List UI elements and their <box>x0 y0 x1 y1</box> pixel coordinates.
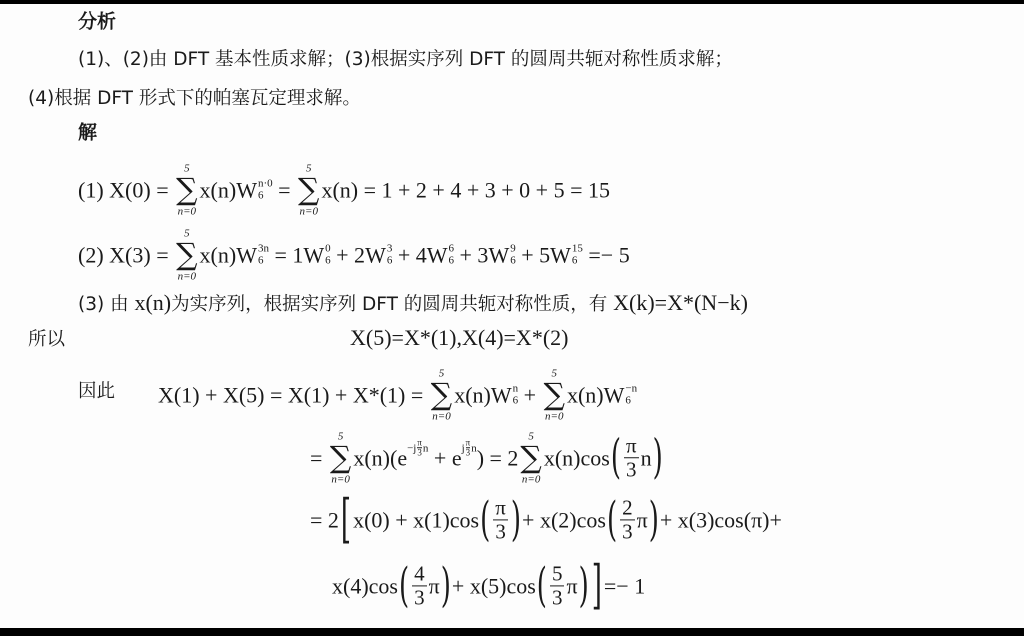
math-text: 5 <box>438 367 445 380</box>
math-text: ) = 2 <box>476 445 519 470</box>
equation-4 <box>158 368 637 422</box>
math-text: 3 <box>626 457 637 482</box>
math-text: x(n)(e <box>353 445 408 470</box>
math-text: 6 <box>448 242 455 255</box>
math-text: 9 <box>510 242 516 255</box>
math-text: x(0) + x(1)cos <box>353 507 480 532</box>
heading-text: 分析 <box>78 10 117 33</box>
math-text: 6 <box>510 254 516 266</box>
exponent <box>462 439 477 458</box>
math-text: n=0 <box>331 472 350 485</box>
equation-5 <box>310 431 664 485</box>
parenthesis <box>441 559 451 613</box>
script <box>258 243 269 266</box>
math-text: ∑ <box>176 172 198 208</box>
math-text: ∑ <box>543 377 565 413</box>
twiddle-factor <box>488 242 515 268</box>
heading-text: 解 <box>78 121 98 144</box>
math-text: 3 <box>622 519 633 544</box>
math-text: n=0 <box>545 409 564 422</box>
math-text: 6 <box>257 189 264 201</box>
math-text: 6 <box>325 254 331 266</box>
math-text: 15 <box>571 242 583 255</box>
equation-label: (1) <box>78 177 110 202</box>
math-text: W <box>550 242 571 267</box>
paragraph-text: 为实序列，根据实序列 DFT 的圆周共轭对称性质，有 <box>171 294 614 315</box>
math-text: = <box>272 177 297 202</box>
math-text: π <box>566 573 578 598</box>
math-text: ∑ <box>520 440 542 476</box>
parenthesis <box>399 559 409 613</box>
parenthesis <box>649 493 659 547</box>
parenthesis <box>607 493 617 547</box>
fraction <box>412 562 427 609</box>
equation-2 <box>78 228 630 282</box>
math-text: 3 <box>551 585 563 610</box>
math-text: X(3) = <box>109 242 175 267</box>
math-text: + x(2)cos <box>522 507 606 532</box>
math-text: X(k)=X*(N−k) <box>613 290 748 315</box>
math-text: n <box>471 442 477 454</box>
conjugate-relation <box>350 325 568 351</box>
therefore-label <box>28 325 65 351</box>
summation <box>176 163 197 217</box>
parenthesis <box>611 431 621 485</box>
parenthesis <box>480 493 490 547</box>
script <box>572 243 583 266</box>
math-text: x(n) <box>566 382 604 407</box>
math-text: x(4)cos <box>332 573 398 598</box>
paragraph-text: (1)、(2)由 DFT 基本性质求解；(3)根据实序列 DFT 的圆周共轭对称性质求解； <box>78 49 733 70</box>
parenthesis <box>653 431 663 485</box>
math-text: 3n <box>257 242 269 255</box>
exponent <box>407 439 428 458</box>
math-text: n <box>640 445 652 470</box>
math-text: 3 <box>386 242 393 255</box>
twiddle-factor <box>550 242 583 268</box>
math-text: ∑ <box>430 377 453 413</box>
math-text: 5 <box>306 162 312 175</box>
summation <box>544 368 565 422</box>
twiddle-factor <box>236 242 269 268</box>
math-text: n <box>512 382 519 395</box>
result-text: =− 1 <box>603 573 646 598</box>
equation-label: (2) <box>78 242 110 267</box>
math-text: 6 <box>448 254 455 266</box>
math-text: W <box>603 382 625 407</box>
twiddle-factor <box>491 382 518 408</box>
math-text: 3 <box>465 447 471 458</box>
bracket <box>341 490 351 550</box>
analysis-line-1 <box>78 45 733 71</box>
math-text: W <box>236 177 257 202</box>
math-text: X(1) + X(5) = X(1) + X*(1) = <box>158 382 429 407</box>
math-text: 6 <box>571 254 578 266</box>
script <box>258 178 273 201</box>
math-text: + x(3)cos(π)+ <box>659 507 782 532</box>
math-text: + 3 <box>454 242 489 267</box>
bracket <box>592 556 602 616</box>
twiddle-factor <box>427 242 454 268</box>
math-text: n=0 <box>521 472 541 485</box>
math-text: X(0) = <box>109 177 175 202</box>
twiddle-factor <box>303 242 330 268</box>
twiddle-factor <box>604 382 637 408</box>
math-text: −j <box>407 442 417 454</box>
math-text: = <box>310 445 328 470</box>
math-text: ∑ <box>298 172 320 208</box>
math-text: W <box>236 242 257 267</box>
equation-1 <box>78 163 610 217</box>
math-text: 5 <box>337 430 344 443</box>
math-text: 3 <box>414 585 425 610</box>
math-text: π <box>465 437 471 448</box>
math-text: x(n) = 1 + 2 + 4 + 3 + 0 + 5 = 15 <box>321 177 610 202</box>
bottom-border <box>0 628 1024 636</box>
math-text: n=0 <box>177 269 197 282</box>
math-text: X(5)=X*(1),X(4)=X*(2) <box>350 325 569 350</box>
summation <box>431 368 452 422</box>
math-text: 6 <box>386 254 393 266</box>
math-text: π <box>428 573 440 598</box>
math-text: n=0 <box>299 204 318 217</box>
math-text: ∑ <box>176 237 198 273</box>
math-text: x(n) <box>199 177 237 202</box>
twiddle-factor <box>236 177 272 203</box>
parenthesis <box>537 559 547 613</box>
label-text: 所以 <box>28 329 66 350</box>
summation <box>176 228 197 282</box>
math-text: π <box>417 437 422 448</box>
math-text: n=0 <box>432 409 451 422</box>
math-text: 5 <box>528 430 534 443</box>
script <box>625 383 637 406</box>
summation <box>330 431 351 485</box>
paragraph-text: (4)根据 DFT 形式下的帕塞瓦定理求解。 <box>28 88 361 109</box>
math-text: = 1 <box>268 242 304 267</box>
parenthesis <box>511 493 521 547</box>
math-text: 5 <box>551 367 558 380</box>
fraction <box>620 496 635 543</box>
math-text: 5 <box>184 227 190 240</box>
math-text: 2 <box>622 495 633 520</box>
math-text: + <box>518 382 542 407</box>
top-border <box>0 0 1024 4</box>
math-text: W <box>426 242 448 267</box>
math-text: 5 <box>551 561 563 586</box>
math-text: + x(5)cos <box>451 573 536 598</box>
equation-7 <box>332 562 645 609</box>
math-text: x(n) <box>134 290 172 315</box>
summation <box>520 431 541 485</box>
math-text: W <box>365 242 386 267</box>
math-text: n·0 <box>257 177 273 190</box>
math-text: 0 <box>325 242 331 255</box>
math-text: 4 <box>414 561 425 586</box>
math-text: + 4 <box>392 242 427 267</box>
math-text: W <box>303 242 325 267</box>
math-text: n <box>422 442 429 454</box>
math-text: 3 <box>495 519 506 544</box>
math-text: 3 <box>417 447 422 458</box>
equation-6 <box>310 496 782 543</box>
solution-heading <box>78 118 97 145</box>
math-text: −n <box>625 382 638 395</box>
analysis-heading <box>78 7 116 34</box>
summation <box>298 163 319 217</box>
math-text: W <box>488 242 510 267</box>
analysis-line-2 <box>28 84 361 110</box>
twiddle-factor <box>365 242 392 268</box>
math-text: j <box>461 442 465 454</box>
fraction <box>550 562 565 609</box>
math-text: W <box>490 382 512 407</box>
math-text: π <box>636 507 648 532</box>
math-text: 5 <box>184 162 190 175</box>
math-text: π <box>625 433 637 458</box>
math-text: x(n) <box>454 382 491 407</box>
math-text: 6 <box>512 394 519 406</box>
equation-label: (3) 由 <box>78 294 135 315</box>
math-text: 6 <box>257 254 264 266</box>
math-text: + 5 <box>515 242 551 267</box>
math-text: x(n)cos <box>543 445 610 470</box>
math-text: π <box>495 495 506 520</box>
parenthesis <box>579 559 589 613</box>
math-text: 6 <box>625 394 631 406</box>
math-text: + e <box>428 445 462 470</box>
fraction <box>493 496 508 543</box>
math-text: ∑ <box>329 440 352 476</box>
equation-3 <box>78 290 748 316</box>
math-text: n=0 <box>177 204 197 217</box>
fraction <box>624 434 639 481</box>
label-text: 因此 <box>78 381 116 402</box>
math-text: + 2 <box>330 242 366 267</box>
math-text: = 2 <box>310 507 339 532</box>
math-text: x(n) <box>199 242 237 267</box>
hence-label <box>78 377 115 403</box>
math-text: =− 5 <box>582 242 630 267</box>
